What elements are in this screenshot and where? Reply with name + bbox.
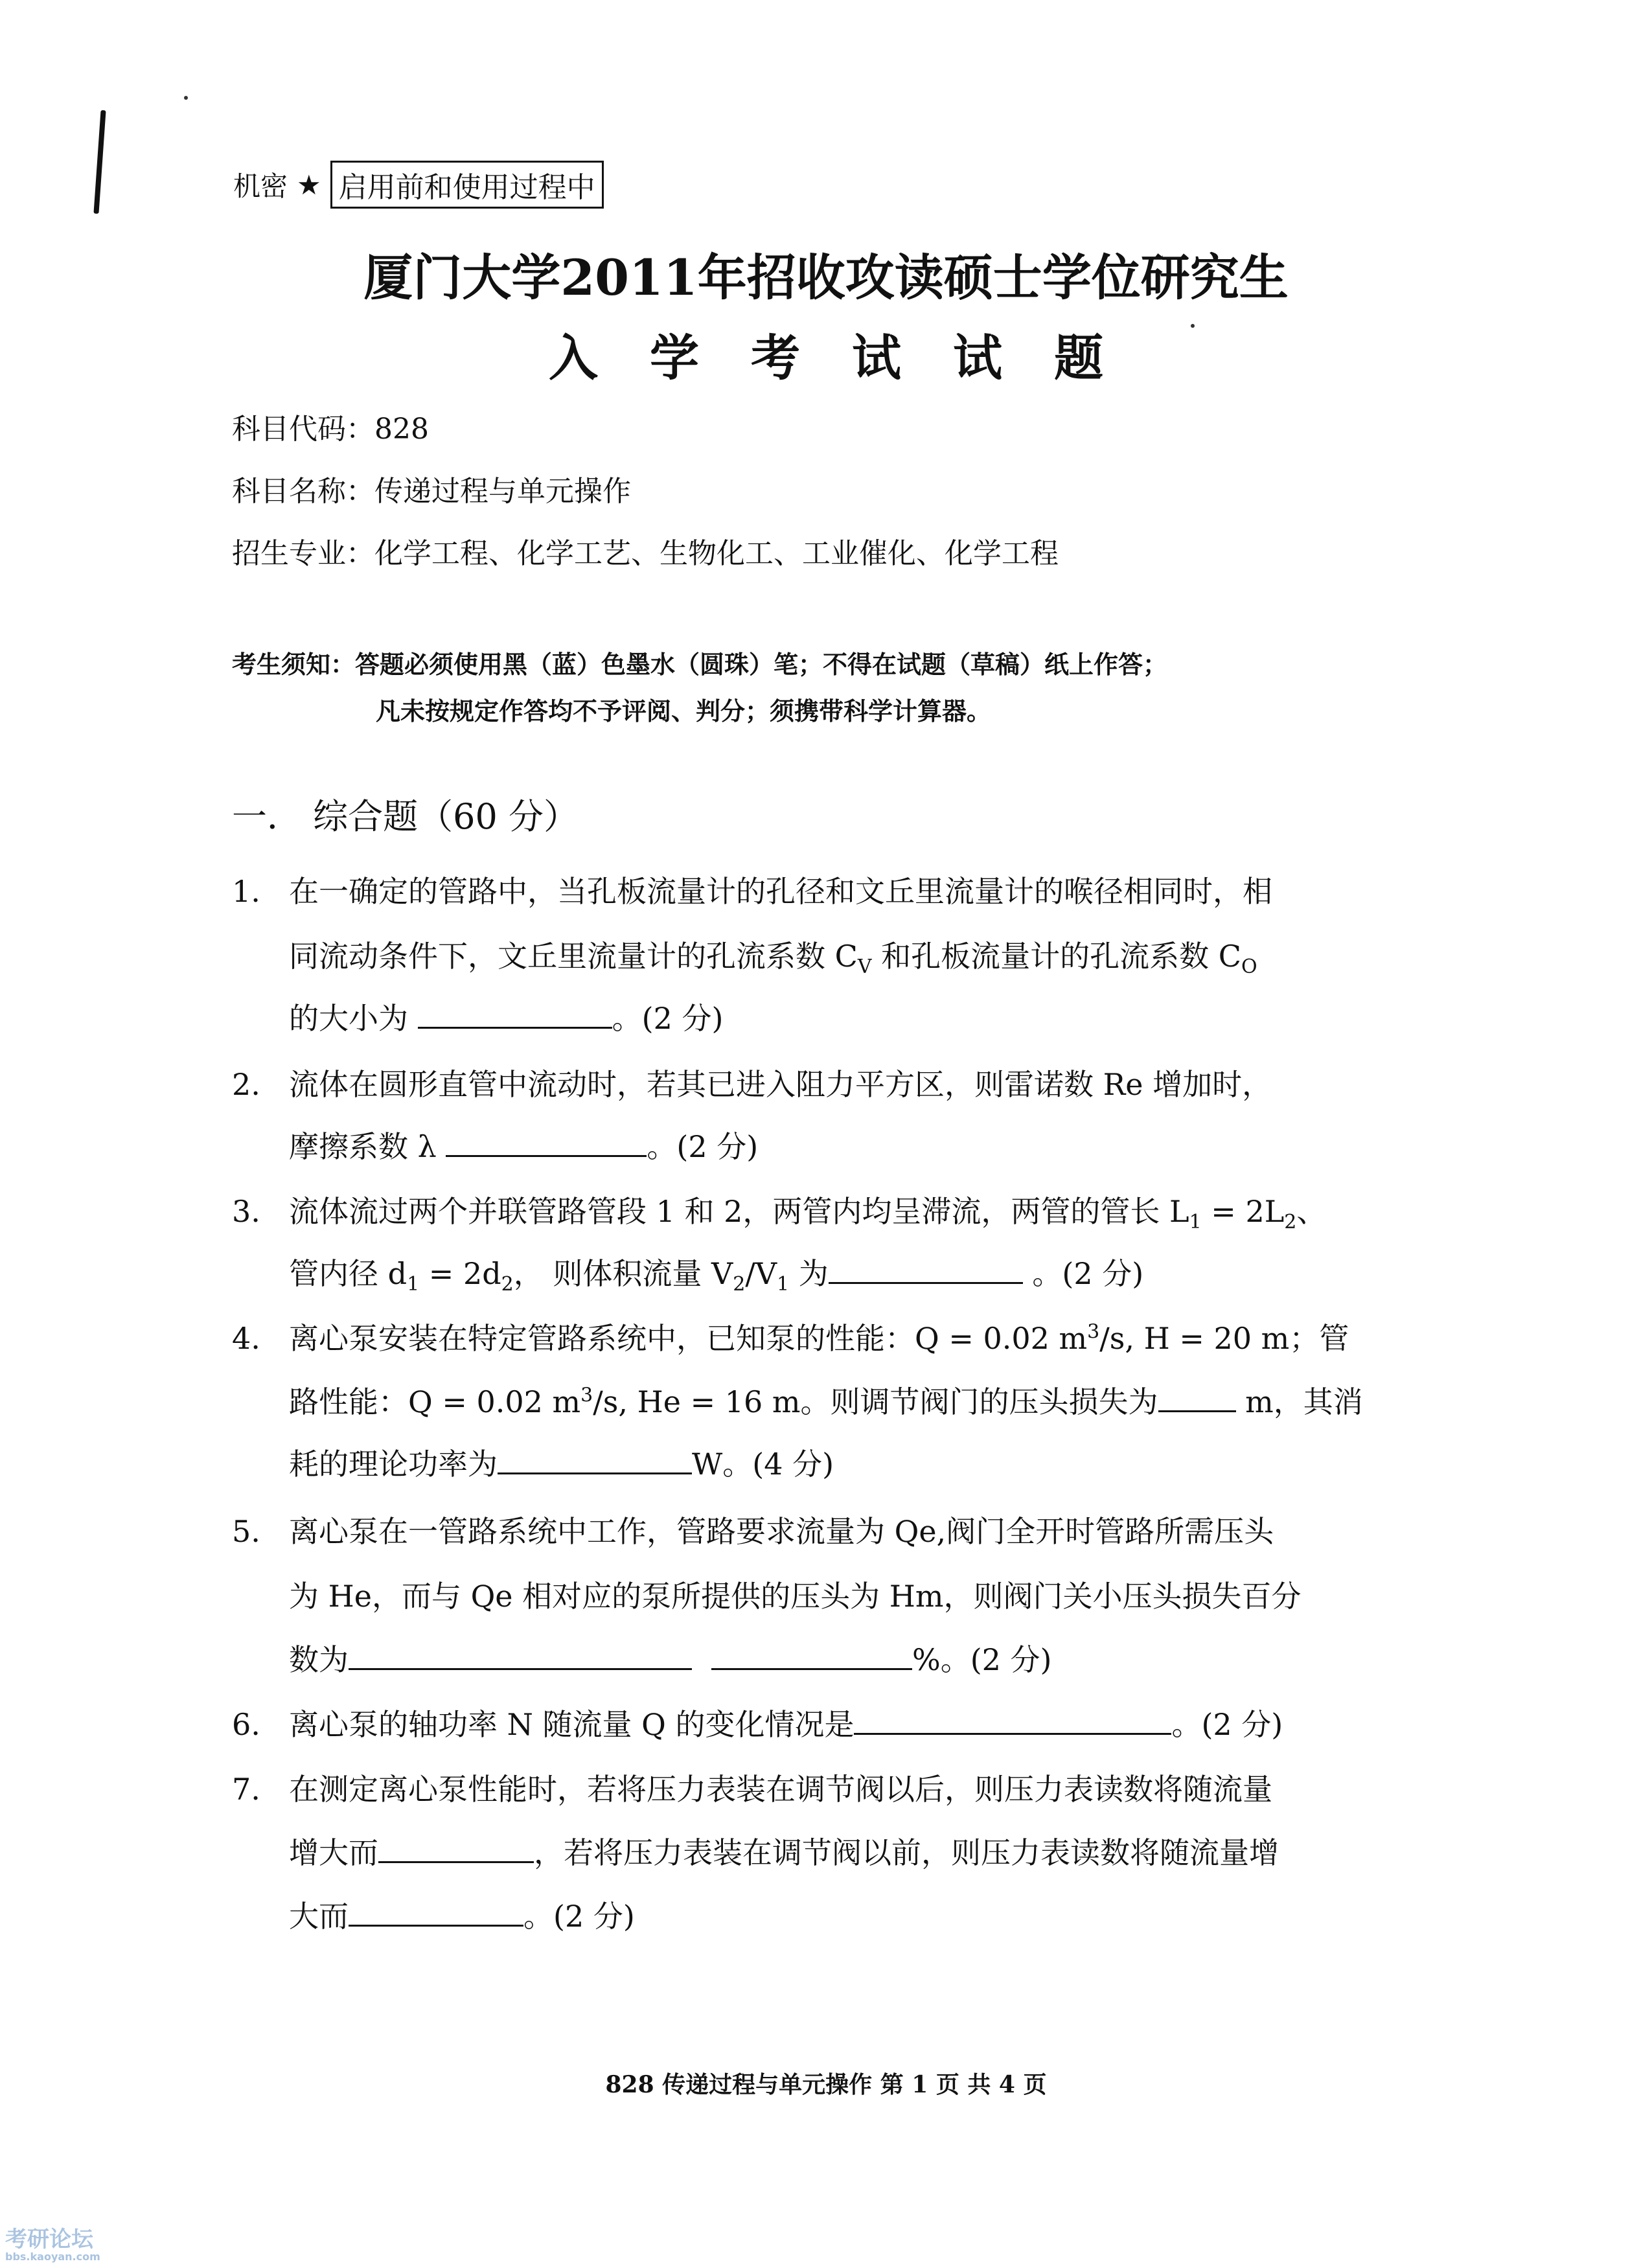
question-text: = 2L bbox=[1201, 1194, 1285, 1229]
subscript: 1 bbox=[1189, 1211, 1202, 1234]
question-number: 6. bbox=[232, 1707, 260, 1742]
page-footer: 828 传递过程与单元操作 第 1 页 共 4 页 bbox=[605, 2071, 1047, 2098]
question-3-line2 bbox=[289, 1250, 1143, 1296]
question-number: 5. bbox=[232, 1514, 260, 1549]
question-text: 在一确定的管路中，当孔板流量计的孔径和文丘里流量计的喉径相同时，相 bbox=[289, 874, 1272, 909]
question-7 bbox=[232, 1766, 1272, 1809]
question-text: 流体流过两个并联管路管段 1 和 2，两管内均呈滞流，两管的管长 L bbox=[289, 1194, 1189, 1229]
question-2 bbox=[232, 1061, 1272, 1104]
answer-blank[interactable] bbox=[418, 1001, 612, 1029]
star-icon: ★ bbox=[297, 168, 321, 201]
enrollment-majors: 招生专业：化学工程、化学工艺、生物化工、工业催化、化学工程 bbox=[232, 537, 1059, 570]
question-text: 增大而 bbox=[289, 1835, 378, 1870]
answer-blank[interactable] bbox=[349, 1642, 692, 1670]
confidential-box: 启用前和使用过程中 bbox=[330, 161, 604, 209]
question-5 bbox=[232, 1508, 1274, 1551]
question-text: m，其消 bbox=[1235, 1384, 1363, 1419]
question-2-line2 bbox=[289, 1123, 758, 1166]
question-text: %。(2 分) bbox=[912, 1642, 1052, 1677]
question-text: W。(4 分) bbox=[692, 1447, 834, 1482]
subscript: 2 bbox=[501, 1273, 514, 1296]
section-title: 一． 综合题（60 分） bbox=[232, 796, 579, 837]
scan-speck bbox=[184, 96, 188, 100]
answer-blank[interactable] bbox=[446, 1129, 647, 1157]
question-3 bbox=[232, 1188, 1326, 1233]
question-text: 在测定离心泵性能时，若将压力表装在调节阀以后，则压力表读数将随流量 bbox=[289, 1772, 1272, 1807]
question-number: 1. bbox=[232, 874, 260, 909]
question-4-line2 bbox=[289, 1379, 1363, 1421]
site-watermark bbox=[5, 2228, 100, 2262]
superscript: 3 bbox=[580, 1384, 593, 1407]
question-1-line3 bbox=[289, 995, 723, 1038]
subscript: 1 bbox=[407, 1273, 420, 1296]
scan-mark bbox=[93, 110, 106, 214]
question-1 bbox=[232, 868, 1272, 911]
question-text: 为 bbox=[789, 1256, 829, 1291]
question-text: 、 bbox=[1296, 1194, 1327, 1229]
question-text: 。(2 分) bbox=[523, 1899, 635, 1934]
question-text: ，若将压力表装在调节阀以前，则压力表读数将随流量增 bbox=[534, 1835, 1279, 1870]
subscript: V bbox=[857, 956, 872, 979]
question-text: 。(2 分) bbox=[1171, 1707, 1283, 1742]
question-text: 离心泵的轴功率 N 随流量 Q 的变化情况是 bbox=[289, 1707, 855, 1742]
watermark-main: 考研论坛 bbox=[5, 2227, 93, 2252]
question-text: 摩擦系数 λ bbox=[289, 1129, 446, 1164]
subscript: 1 bbox=[777, 1273, 790, 1296]
question-text: /s, He = 16 m。则调节阀门的压头损失为 bbox=[593, 1384, 1158, 1419]
subscript: 2 bbox=[1284, 1211, 1297, 1234]
question-text: /V bbox=[745, 1256, 777, 1291]
exam-title: 厦门大学2011年招收攻读硕士学位研究生 bbox=[363, 249, 1289, 306]
question-text: /s, H = 20 m；管 bbox=[1099, 1321, 1349, 1356]
question-text: 。(2 分) bbox=[612, 1001, 724, 1036]
answer-blank[interactable] bbox=[1158, 1384, 1236, 1412]
question-text: 。(2 分) bbox=[1022, 1256, 1144, 1291]
question-text: 数为 bbox=[289, 1642, 349, 1677]
answer-blank[interactable] bbox=[711, 1642, 912, 1670]
superscript: 3 bbox=[1087, 1320, 1100, 1344]
exam-notice-line1: 考生须知：答题必须使用黑（蓝）色墨水（圆珠）笔；不得在试题（草稿）纸上作答； bbox=[232, 650, 1168, 679]
question-text: ， 则体积流量 V bbox=[513, 1256, 733, 1291]
question-text: = 2d bbox=[419, 1256, 501, 1291]
question-text: 耗的理论功率为 bbox=[289, 1447, 498, 1482]
answer-blank[interactable] bbox=[378, 1835, 534, 1863]
question-number: 4. bbox=[232, 1321, 260, 1356]
question-5-line3 bbox=[289, 1636, 1052, 1679]
answer-blank[interactable] bbox=[349, 1899, 523, 1927]
answer-blank[interactable] bbox=[498, 1447, 692, 1474]
question-5-line2: 为 He，而与 Qe 相对应的泵所提供的压头为 Hm，则阀门关小压头损失百分 bbox=[289, 1579, 1302, 1614]
question-7-line3 bbox=[289, 1893, 635, 1936]
question-text: 管内径 d bbox=[289, 1256, 407, 1291]
question-text: 路性能：Q = 0.02 m bbox=[289, 1384, 581, 1419]
question-4-line3 bbox=[289, 1441, 834, 1483]
question-number: 7. bbox=[232, 1772, 260, 1807]
exam-notice-line2: 凡未按规定作答均不予评阅、判分；须携带科学计算器。 bbox=[376, 697, 992, 726]
answer-blank[interactable] bbox=[854, 1707, 1171, 1735]
exam-subtitle: 入学考试试题 bbox=[549, 329, 1155, 387]
question-text: 同流动条件下，文丘里流量计的孔流系数 C bbox=[289, 939, 858, 974]
question-text: 大而 bbox=[289, 1899, 349, 1934]
confidential-label: 机密 bbox=[233, 170, 288, 202]
question-1-line2 bbox=[289, 933, 1257, 978]
subject-name: 科目名称：传递过程与单元操作 bbox=[232, 475, 631, 508]
question-number: 2. bbox=[232, 1067, 260, 1102]
subscript: O bbox=[1241, 956, 1257, 979]
question-text: 流体在圆形直管中流动时，若其已进入阻力平方区，则雷诺数 Re 增加时， bbox=[289, 1067, 1272, 1102]
question-text: 离心泵安装在特定管路系统中，已知泵的性能：Q = 0.02 m bbox=[289, 1321, 1088, 1356]
question-number: 3. bbox=[232, 1194, 260, 1229]
question-text: 和孔板流量计的孔流系数 C bbox=[871, 939, 1241, 974]
subscript: 2 bbox=[733, 1273, 746, 1296]
question-7-line2 bbox=[289, 1829, 1279, 1872]
question-4 bbox=[232, 1315, 1349, 1358]
question-6 bbox=[232, 1701, 1283, 1744]
question-text: 的大小为 bbox=[289, 1001, 418, 1036]
answer-blank[interactable] bbox=[829, 1256, 1023, 1284]
subject-code: 科目代码：828 bbox=[232, 413, 429, 446]
question-text: 离心泵在一管路系统中工作，管路要求流量为 Qe,阀门全开时管路所需压头 bbox=[289, 1514, 1274, 1549]
confidential-header bbox=[233, 161, 604, 209]
watermark-url: bbs.kaoyan.com bbox=[5, 2251, 100, 2263]
question-text: 。(2 分) bbox=[647, 1129, 759, 1164]
